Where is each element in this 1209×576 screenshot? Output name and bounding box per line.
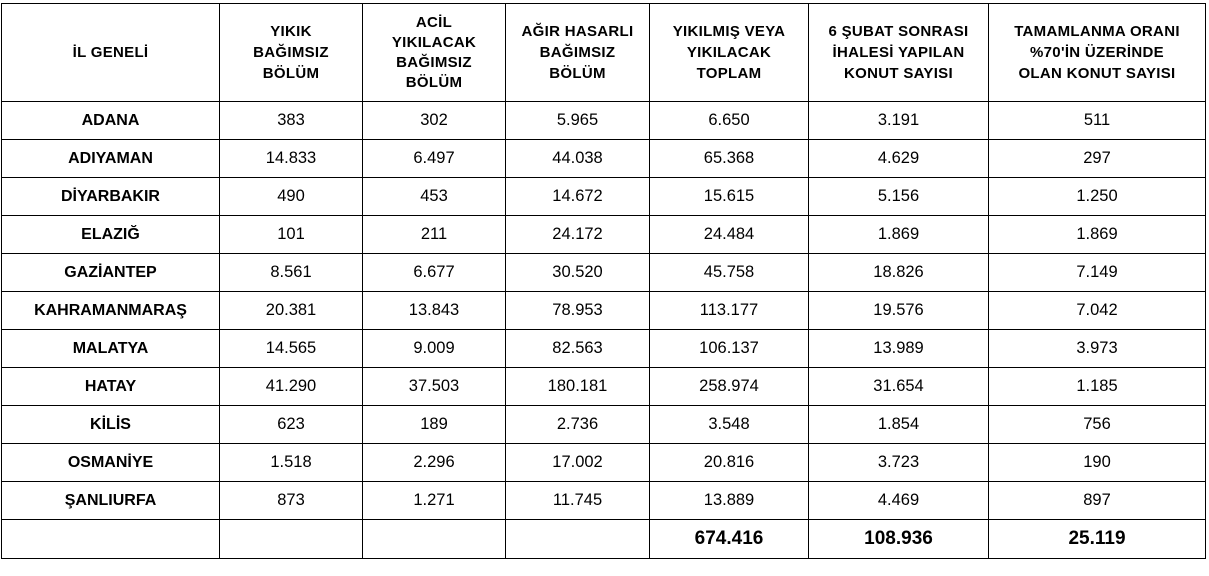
table-cell: 41.290 xyxy=(220,368,363,406)
table-cell: 8.561 xyxy=(220,254,363,292)
table-cell: 6.677 xyxy=(363,254,506,292)
damage-table xyxy=(1,3,1206,559)
table-cell: 1.271 xyxy=(363,482,506,520)
table-cell: 511 xyxy=(989,102,1206,140)
table-cell: 297 xyxy=(989,140,1206,178)
table-cell: 2.736 xyxy=(506,406,650,444)
total-tendered: 108.936 xyxy=(809,520,989,559)
table-row xyxy=(2,368,1206,406)
table-cell: 1.869 xyxy=(989,216,1206,254)
table-cell: 11.745 xyxy=(506,482,650,520)
province-cell: KAHRAMANMARAŞ xyxy=(2,292,220,330)
table-cell: 1.854 xyxy=(809,406,989,444)
table-cell: 756 xyxy=(989,406,1206,444)
table-cell: 180.181 xyxy=(506,368,650,406)
table-cell: 106.137 xyxy=(650,330,809,368)
header-heavily-damaged-units: AĞIR HASARLI BAĞIMSIZ BÖLÜM xyxy=(506,4,650,102)
table-cell: 78.953 xyxy=(506,292,650,330)
table-cell: 24.484 xyxy=(650,216,809,254)
table-cell: 7.149 xyxy=(989,254,1206,292)
table-cell: 31.654 xyxy=(809,368,989,406)
table-cell: 2.296 xyxy=(363,444,506,482)
table-cell: 45.758 xyxy=(650,254,809,292)
table-cell: 13.889 xyxy=(650,482,809,520)
table-cell: 490 xyxy=(220,178,363,216)
table-cell: 1.518 xyxy=(220,444,363,482)
table-cell: 7.042 xyxy=(989,292,1206,330)
table-cell: 383 xyxy=(220,102,363,140)
table-cell: 4.629 xyxy=(809,140,989,178)
table-cell: 1.869 xyxy=(809,216,989,254)
header-tendered-housing: 6 ŞUBAT SONRASI İHALESİ YAPILAN KONUT SAYISI xyxy=(809,4,989,102)
province-cell: ADANA xyxy=(2,102,220,140)
table-cell: 20.816 xyxy=(650,444,809,482)
table-row xyxy=(2,330,1206,368)
table-cell: 30.520 xyxy=(506,254,650,292)
table-cell: 82.563 xyxy=(506,330,650,368)
table-cell: 897 xyxy=(989,482,1206,520)
table-cell: 101 xyxy=(220,216,363,254)
table-cell: 14.833 xyxy=(220,140,363,178)
province-cell: KİLİS xyxy=(2,406,220,444)
table-cell: 65.368 xyxy=(650,140,809,178)
province-cell: DİYARBAKIR xyxy=(2,178,220,216)
total-cell xyxy=(220,520,363,559)
header-completion-over-70: TAMAMLANMA ORANI %70'İN ÜZERİNDE OLAN KONUT SAYISI xyxy=(989,4,1206,102)
table-cell: 1.250 xyxy=(989,178,1206,216)
table-cell: 24.172 xyxy=(506,216,650,254)
table-row xyxy=(2,102,1206,140)
totals-row xyxy=(2,520,1206,559)
table-row xyxy=(2,444,1206,482)
table-cell: 4.469 xyxy=(809,482,989,520)
table-row xyxy=(2,216,1206,254)
table-cell: 5.965 xyxy=(506,102,650,140)
header-collapsed-units: YIKIK BAĞIMSIZ BÖLÜM xyxy=(220,4,363,102)
province-cell: HATAY xyxy=(2,368,220,406)
table-cell: 3.723 xyxy=(809,444,989,482)
table-cell: 258.974 xyxy=(650,368,809,406)
table-cell: 189 xyxy=(363,406,506,444)
table-row xyxy=(2,292,1206,330)
table-cell: 453 xyxy=(363,178,506,216)
header-province: İL GENELİ xyxy=(2,4,220,102)
table-cell: 302 xyxy=(363,102,506,140)
table-cell: 13.989 xyxy=(809,330,989,368)
total-cell xyxy=(506,520,650,559)
table-cell: 3.973 xyxy=(989,330,1206,368)
table-cell: 14.565 xyxy=(220,330,363,368)
table-cell: 9.009 xyxy=(363,330,506,368)
table-cell: 623 xyxy=(220,406,363,444)
table-cell: 6.497 xyxy=(363,140,506,178)
table-cell: 13.843 xyxy=(363,292,506,330)
province-cell: ŞANLIURFA xyxy=(2,482,220,520)
table-row xyxy=(2,482,1206,520)
province-cell: ELAZIĞ xyxy=(2,216,220,254)
header-demolished-total: YIKILMIŞ VEYA YIKILACAK TOPLAM xyxy=(650,4,809,102)
table-cell: 6.650 xyxy=(650,102,809,140)
table-row xyxy=(2,406,1206,444)
table-cell: 211 xyxy=(363,216,506,254)
table-cell: 18.826 xyxy=(809,254,989,292)
province-cell: OSMANİYE xyxy=(2,444,220,482)
province-cell: MALATYA xyxy=(2,330,220,368)
table-cell: 873 xyxy=(220,482,363,520)
header-urgent-demolition-units: ACİL YIKILACAK BAĞIMSIZ BÖLÜM xyxy=(363,4,506,102)
table-cell: 20.381 xyxy=(220,292,363,330)
table-cell: 44.038 xyxy=(506,140,650,178)
table-cell: 113.177 xyxy=(650,292,809,330)
table-cell: 3.548 xyxy=(650,406,809,444)
province-cell: GAZİANTEP xyxy=(2,254,220,292)
table-cell: 14.672 xyxy=(506,178,650,216)
total-completed: 25.119 xyxy=(989,520,1206,559)
table-cell: 17.002 xyxy=(506,444,650,482)
table-cell: 19.576 xyxy=(809,292,989,330)
total-cell xyxy=(2,520,220,559)
table-cell: 3.191 xyxy=(809,102,989,140)
header-row xyxy=(2,4,1206,102)
table-cell: 15.615 xyxy=(650,178,809,216)
total-demolished: 674.416 xyxy=(650,520,809,559)
province-cell: ADIYAMAN xyxy=(2,140,220,178)
table-row xyxy=(2,178,1206,216)
table-row xyxy=(2,140,1206,178)
table-cell: 190 xyxy=(989,444,1206,482)
table-row xyxy=(2,254,1206,292)
table-cell: 1.185 xyxy=(989,368,1206,406)
table-cell: 37.503 xyxy=(363,368,506,406)
table-cell: 5.156 xyxy=(809,178,989,216)
total-cell xyxy=(363,520,506,559)
